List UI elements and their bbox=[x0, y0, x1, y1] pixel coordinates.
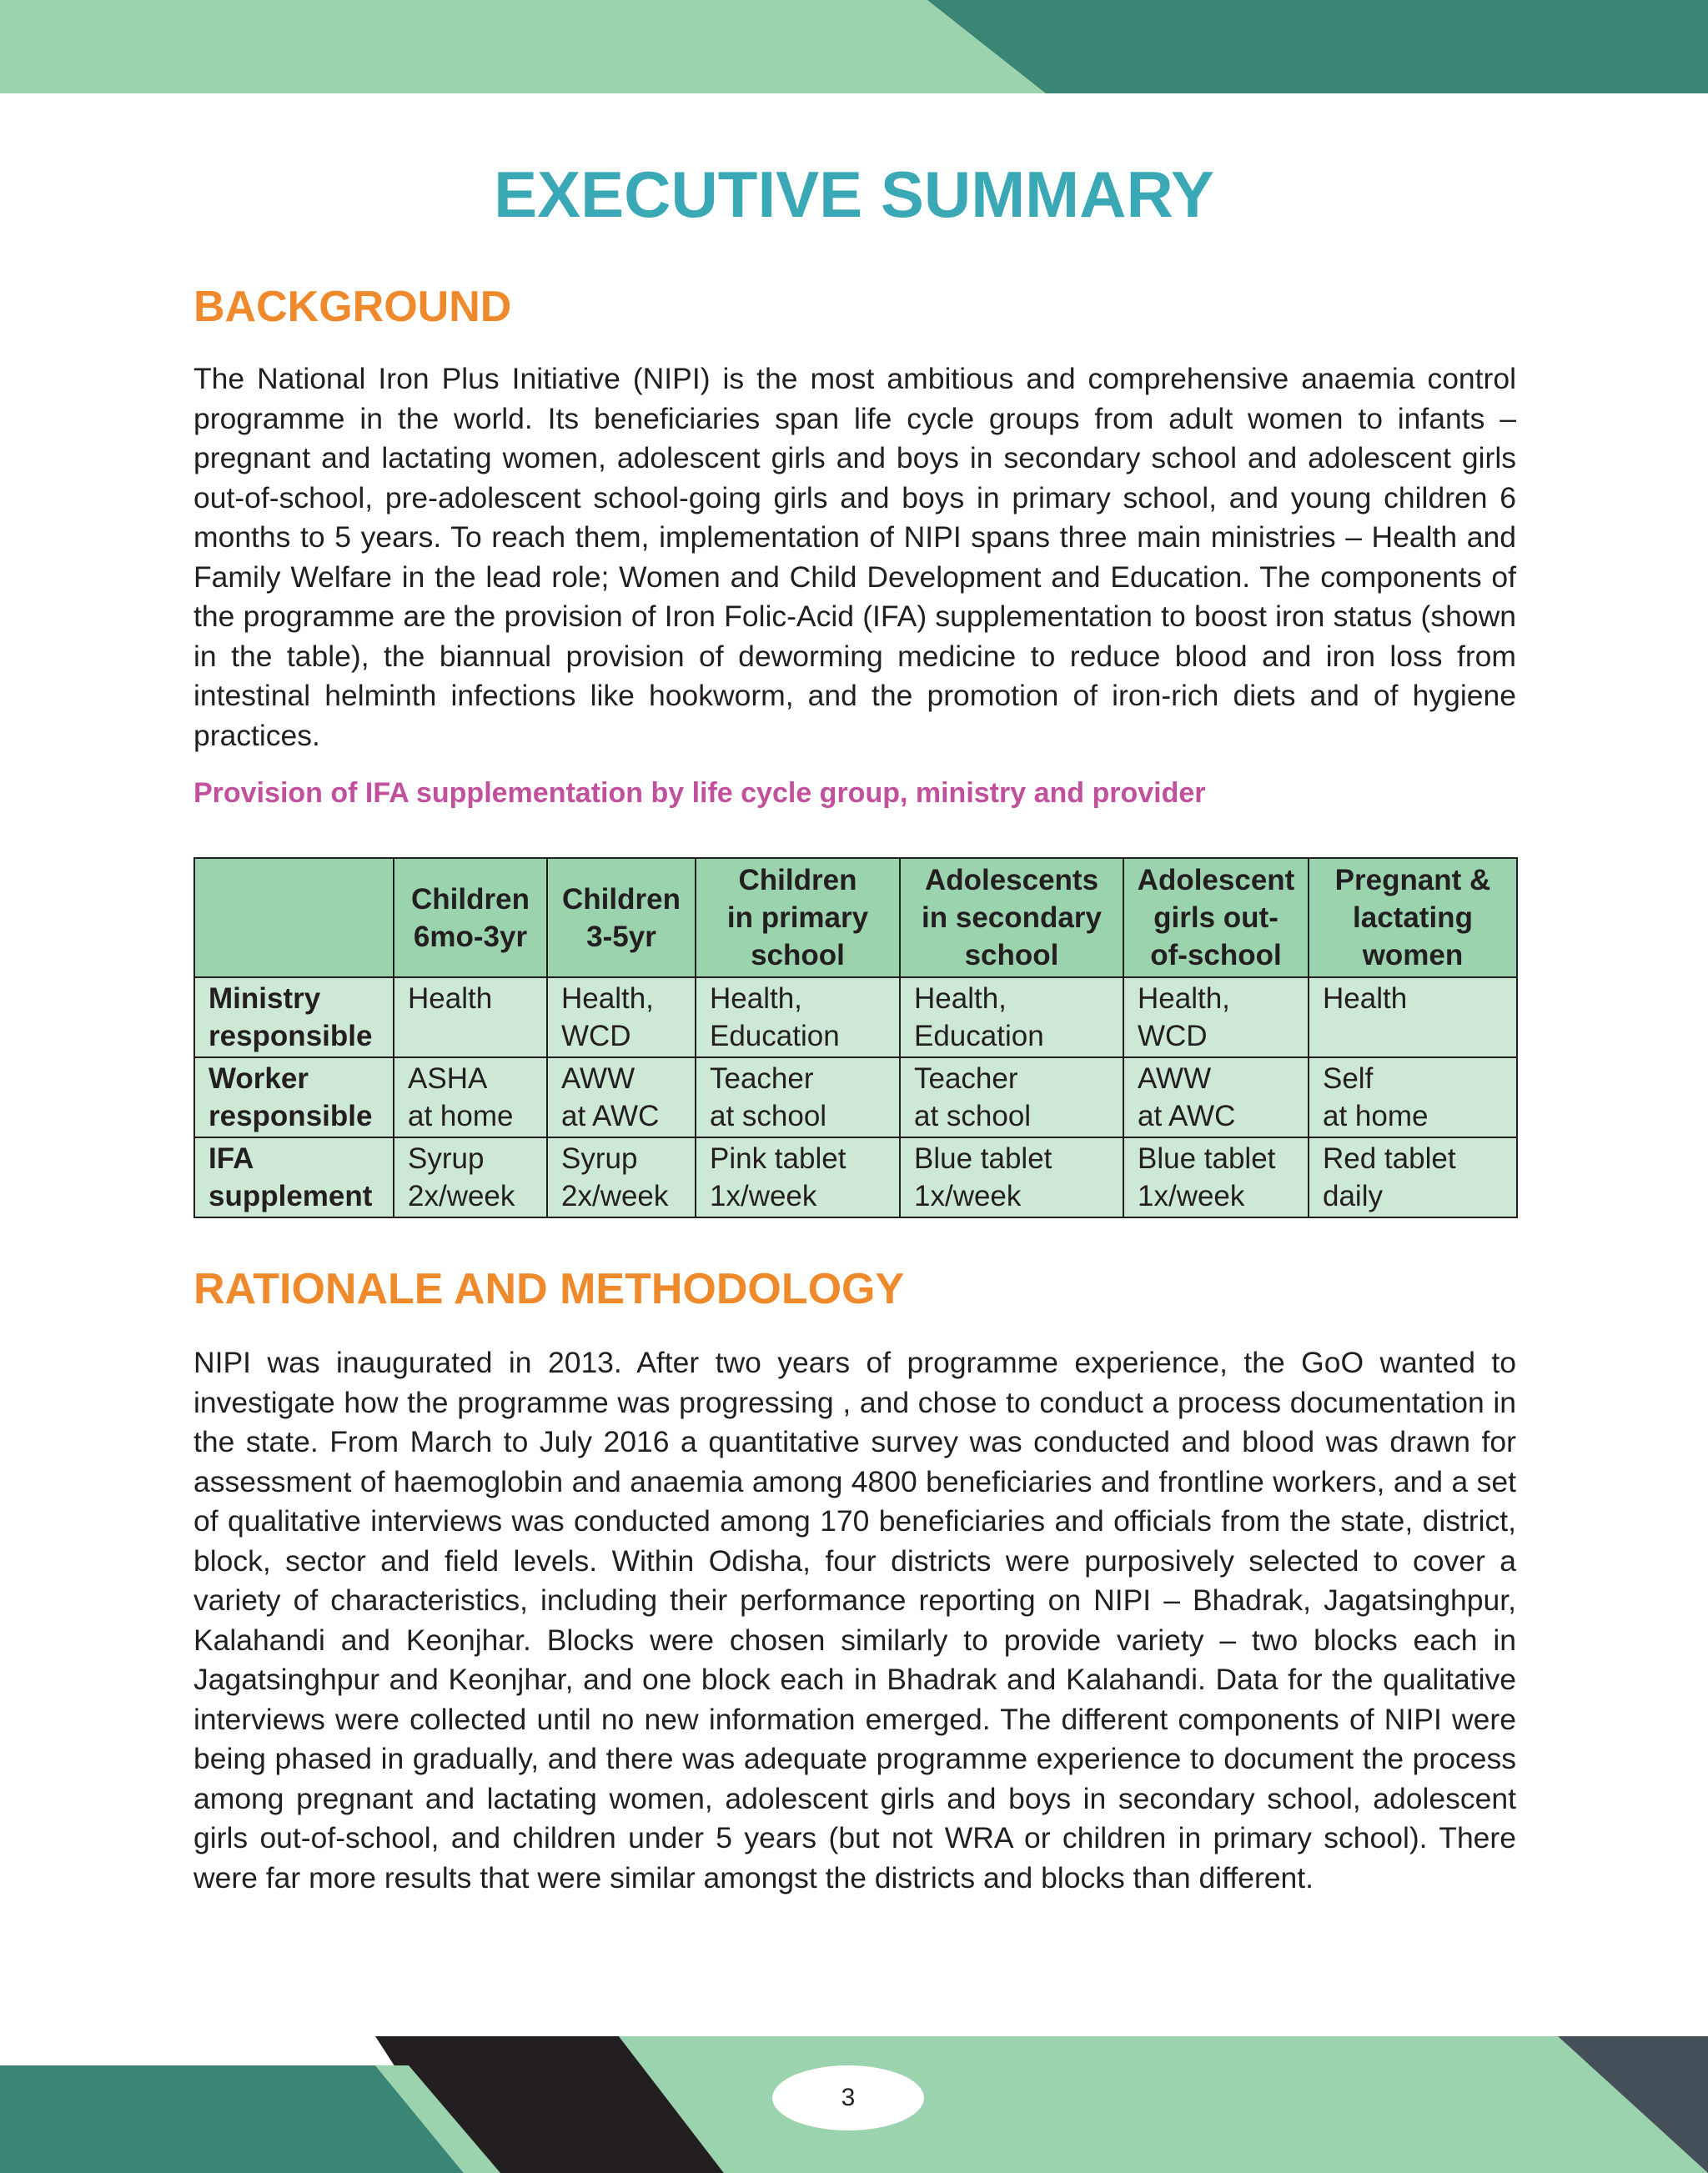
table-cell: ASHA at home bbox=[394, 1057, 547, 1137]
table-cell: Self at home bbox=[1309, 1057, 1517, 1137]
table-row-ministry bbox=[194, 977, 1517, 1057]
column-header-children-primary-school: Children in primary school bbox=[696, 858, 900, 977]
table-cell: Blue tablet 1x/week bbox=[1123, 1137, 1309, 1217]
top-band-dark bbox=[927, 0, 1708, 93]
top-decorative-band bbox=[0, 0, 1708, 93]
table-cell: AWW at AWC bbox=[1123, 1057, 1309, 1137]
background-heading: BACKGROUND bbox=[193, 283, 512, 331]
column-header-adolescent-girls-out-of-school: Adolescent girls out- of-school bbox=[1123, 858, 1309, 977]
table-cell: Syrup 2x/week bbox=[547, 1137, 696, 1217]
table-row-worker bbox=[194, 1057, 1517, 1137]
table-row-ifa-supplement bbox=[194, 1137, 1517, 1217]
table-cell: Pink tablet 1x/week bbox=[696, 1137, 900, 1217]
table-cell: Health bbox=[394, 977, 547, 1057]
table-cell: Health, WCD bbox=[1123, 977, 1309, 1057]
table-cell: Teacher at school bbox=[696, 1057, 900, 1137]
column-header-children-6mo-3yr: Children 6mo-3yr bbox=[394, 858, 547, 977]
row-label-ministry-responsible: Ministry responsible bbox=[194, 977, 394, 1057]
column-header-pregnant-lactating-women: Pregnant & lactating women bbox=[1309, 858, 1517, 977]
table-cell: Syrup 2x/week bbox=[394, 1137, 547, 1217]
table-cell: Teacher at school bbox=[900, 1057, 1123, 1137]
row-label-ifa-supplement: IFA supplement bbox=[194, 1137, 394, 1217]
row-label-worker-responsible: Worker responsible bbox=[194, 1057, 394, 1137]
page-number: 3 bbox=[772, 2065, 924, 2130]
rationale-paragraph: NIPI was inaugurated in 2013. After two years of programme experience, the GoO wanted to investigate how the programme was progressing , and chose to conduct a process documentation in the state. From March to July 2016 a quantitative survey was conducted and blood was drawn for assessment of haemoglobin and anaemia among 4800 beneficiaries and frontline workers, and a set of qualitative interviews was conducted among 170 beneficiaries and officials from the state, district, block, sector and field levels. Within Odisha, four districts were purposively selected to cover a variety of characteristics, including their performance reporting on NIPI – Bhadrak, Jagatsinghpur, Kalahandi and Keonjhar. Blocks were chosen similarly to provide variety – two blocks each in Jagatsinghpur and Keonjhar, and one block each in Bhadrak and Kalahandi. Data for the qualitative interviews were collected until no new information emerged. The different components of NIPI were being phased in gradually, and there was adequate programme experience to document the process among pregnant and lactating women, adolescent girls and boys in secondary school, adolescent girls out-of-school, and children under 5 years (but not WRA or children in primary school). There were far more results that were similar amongst the districts and blocks than different. bbox=[193, 1346, 1516, 1894]
table-caption: Provision of IFA supplementation by life cycle group, ministry and provider bbox=[193, 777, 1206, 809]
table-cell: AWW at AWC bbox=[547, 1057, 696, 1137]
column-header-children-3-5yr: Children 3-5yr bbox=[547, 858, 696, 977]
table-cell: Health bbox=[1309, 977, 1517, 1057]
table-cell: Red tablet daily bbox=[1309, 1137, 1517, 1217]
column-header-adolescents-secondary-school: Adolescents in secondary school bbox=[900, 858, 1123, 977]
background-paragraph: The National Iron Plus Initiative (NIPI) is the most ambitious and comprehensive anaemia control programme in the world. Its beneficiaries span life cycle groups from adult women to infants – pregnant and lactating women, adolescent girls and boys in secondary school and adolescent girls out-of-school, pre-adolescent school-going girls and boys in primary school, and young children 6 months to 5 years. To reach them, implementation of NIPI spans three main ministries – Health and Family Welfare in the lead role; Women and Child Development and Education. The components of the programme are the provision of Iron Folic-Acid (IFA) supplementation to boost iron status (shown in the table), the biannual provision of deworming medicine to reduce blood and iron loss from intestinal helminth infections like hookworm, and the promotion of iron-rich diets and of hygiene practices. bbox=[193, 362, 1516, 752]
table-cell: Health, Education bbox=[900, 977, 1123, 1057]
table-cell: Health, WCD bbox=[547, 977, 696, 1057]
table-corner-cell bbox=[194, 858, 394, 977]
table-cell: Health, Education bbox=[696, 977, 900, 1057]
rationale-heading: RATIONALE AND METHODOLOGY bbox=[193, 1265, 905, 1313]
page-title: EXECUTIVE SUMMARY bbox=[494, 158, 1214, 231]
table-cell: Blue tablet 1x/week bbox=[900, 1137, 1123, 1217]
ifa-supplementation-table bbox=[193, 857, 1518, 1218]
